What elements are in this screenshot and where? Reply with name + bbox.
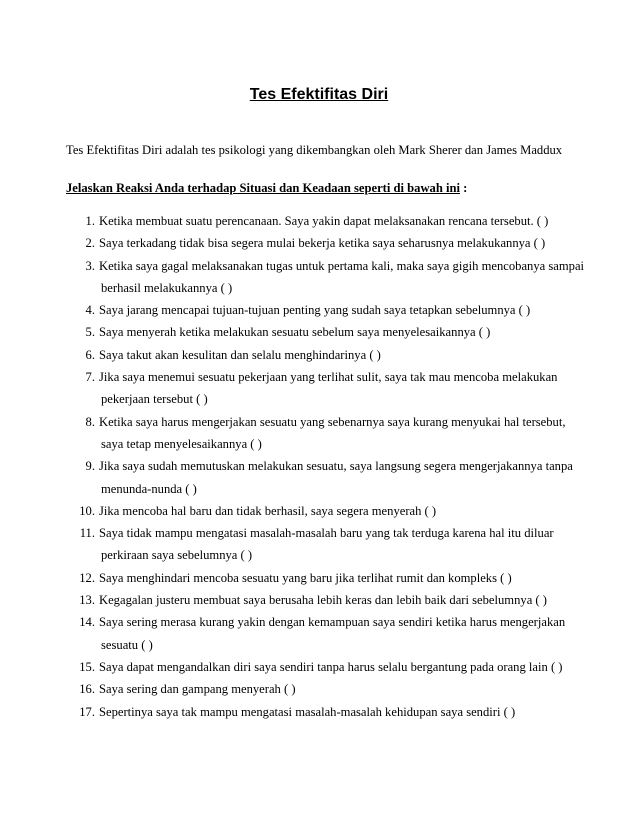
question-item [66,701,606,723]
question-text: Saya menghindari mencoba sesuatu yang baru jika terlihat rumit dan kompleks ( ) [99,570,512,585]
question-text: Saya tidak mampu mengatasi masalah-masalah baru yang tak terduga karena hal itu diluar [99,526,554,541]
question-item [66,589,606,611]
question-number [66,277,99,299]
question-text: Jika mencoba hal baru dan tidak berhasil, saya segera menyerah ( ) [99,503,437,518]
question-number: 3. [85,258,95,273]
question-item [66,411,606,433]
question-item-continuation [66,634,606,656]
document-title: Tes Efektifitas Diri [249,86,389,103]
question-text: Ketika membuat suatu perencanaan. Saya yakin dapat melaksanakan rencana tersebut. ( ) [99,214,549,228]
intro-paragraph: Tes Efektifitas Diri adalah tes psikologi yang dikembangkan oleh Mark Sherer dan James Maddux [66,143,563,157]
question-text: pekerjaan tersebut ( ) [101,392,208,407]
question-number: 17. [79,704,95,719]
question-text: Saya terkadang tidak bisa segera mulai bekerja ketika saya seharusnya melakukannya ( ) [99,236,546,251]
question-text: sesuatu ( ) [101,637,153,652]
question-item-continuation [66,433,606,455]
question-item [66,232,606,254]
question-text: berhasil melakukannya ( ) [101,280,233,295]
question-item [66,299,606,321]
question-number: 4. [85,303,95,318]
question-item [66,366,606,388]
instruction-heading [66,181,467,196]
question-item [66,210,606,232]
question-text: menunda-nunda ( ) [101,481,197,496]
question-text: Kegagalan justeru membuat saya berusaha lebih keras dan lebih baik dari sebelumnya ( ) [99,593,547,608]
question-item [66,255,606,277]
question-text: Saya dapat mengandalkan diri saya sendiri tanpa harus selalu bergantung pada orang lain ( ) [99,659,563,674]
question-text: Saya jarang mencapai tujuan-tujuan penting yang sudah saya tetapkan sebelumnya ( ) [99,303,531,318]
question-number: 6. [85,347,95,362]
question-item [66,656,606,678]
question-text: saya tetap menyelesaikannya ( ) [101,436,262,451]
question-text: Jika saya menemui sesuatu pekerjaan yang terlihat sulit, saya tak mau mencoba melakukan [99,370,558,385]
question-number [66,634,99,656]
question-text: perkiraan saya sebelumnya ( ) [101,548,253,563]
question-number: 12. [79,570,95,585]
question-number: 8. [85,414,95,429]
question-item-continuation [66,388,606,410]
question-text: Ketika saya gagal melaksanakan tugas untuk pertama kali, maka saya gigih mencobanya sampai [99,258,585,273]
question-number: 15. [79,659,95,674]
question-item [66,522,606,544]
question-number: 11. [79,526,95,541]
question-item-continuation [66,478,606,500]
question-number [66,478,99,500]
question-number: 9. [85,459,95,474]
question-text: Jika saya sudah memutuskan melakukan sesuatu, saya langsung segera mengerjakannya tanpa [99,459,573,474]
question-number: 7. [85,370,95,385]
question-number: 5. [85,325,95,340]
question-item [66,500,606,522]
question-number: 2. [85,236,95,251]
question-number [66,433,99,455]
question-number: 14. [79,615,95,630]
question-number [66,544,99,566]
instruction-text: Jelaskan Reaksi Anda terhadap Situasi dan Keadaan seperti di bawah ini [66,181,460,195]
question-text: Saya menyerah ketika melakukan sesuatu sebelum saya menyelesaikannya ( ) [99,325,491,340]
question-number: 13. [79,593,95,608]
question-number: 10. [79,503,95,518]
question-text: Sepertinya saya tak mampu mengatasi masalah-masalah kehidupan saya sendiri ( ) [99,704,516,719]
question-item [66,611,606,633]
question-list [66,210,606,723]
question-number: 1. [85,214,95,228]
question-item [66,455,606,477]
question-item [66,344,606,366]
question-item-continuation [66,277,606,299]
question-item-continuation [66,544,606,566]
question-item [66,321,606,343]
question-text: Saya sering dan gampang menyerah ( ) [99,682,296,697]
question-number: 16. [79,682,95,697]
question-text: Saya sering merasa kurang yakin dengan kemampuan saya sendiri ketika harus mengerjakan [99,615,566,630]
question-number [66,388,99,410]
question-text: Ketika saya harus mengerjakan sesuatu yang sebenarnya saya kurang menyukai hal tersebut, [99,414,566,429]
question-item [66,678,606,700]
question-item [66,567,606,589]
instruction-colon: : [460,181,468,195]
question-text: Saya takut akan kesulitan dan selalu menghindarinya ( ) [99,347,381,362]
